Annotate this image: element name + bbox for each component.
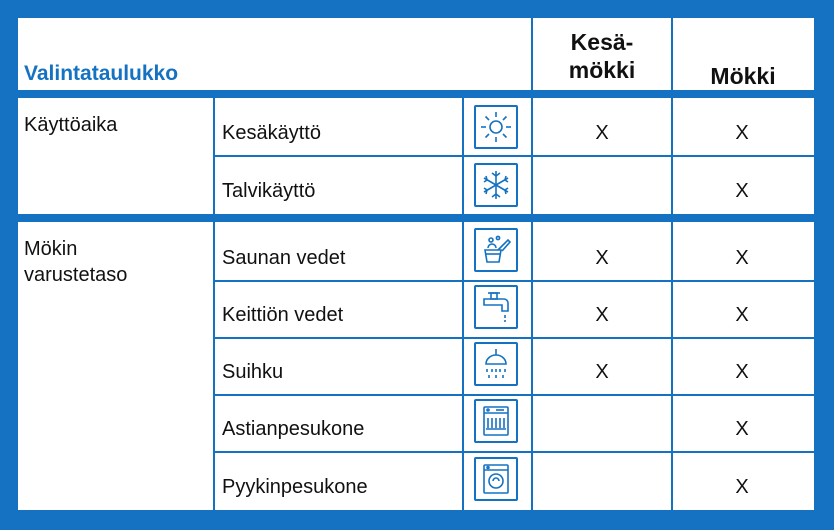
cell-kesamokki: X — [595, 304, 609, 326]
cell-mokki: X — [735, 180, 749, 202]
washing-machine-icon — [474, 457, 518, 501]
column-header-mokki-text: Mökki — [710, 63, 776, 89]
row-divider — [213, 394, 814, 396]
row-divider — [213, 280, 814, 282]
row-label: Kesäkäyttö — [222, 122, 321, 144]
category-label: Käyttöaika — [24, 114, 118, 136]
sauna-bucket-icon — [474, 228, 518, 272]
cell-kesamokki: X — [595, 361, 609, 383]
row-label: Saunan vedet — [222, 247, 346, 269]
section-divider — [18, 214, 814, 222]
column-header-kesamokki-text: Kesä- mökki — [568, 29, 636, 83]
col-divider — [213, 98, 215, 214]
cell-mokki: X — [735, 361, 749, 383]
row-divider — [213, 155, 814, 157]
col-divider — [213, 222, 215, 510]
shower-icon — [474, 342, 518, 386]
table-title: Valintataulukko — [24, 62, 179, 85]
dishwasher-icon — [474, 399, 518, 443]
cell-kesamokki: X — [595, 247, 609, 269]
row-label: Astianpesukone — [222, 418, 365, 440]
faucet-icon — [474, 285, 518, 329]
cell-mokki: X — [735, 476, 749, 498]
cell-mokki: X — [735, 418, 749, 440]
cell-kesamokki: X — [595, 122, 609, 144]
row-label: Suihku — [222, 361, 284, 383]
col-divider — [462, 222, 464, 510]
snowflake-icon — [474, 163, 518, 207]
cell-mokki: X — [735, 122, 749, 144]
col-divider — [462, 98, 464, 214]
header-divider — [18, 90, 814, 98]
row-label: Keittiön vedet — [222, 304, 344, 326]
row-label: Pyykinpesukone — [222, 476, 368, 498]
row-divider — [213, 451, 814, 453]
column-header-mokki — [672, 62, 814, 90]
cell-mokki: X — [735, 304, 749, 326]
category-label: Mökin varustetaso — [24, 238, 128, 286]
column-header-kesamokki — [532, 28, 672, 84]
selection-table — [18, 18, 814, 510]
row-label: Talvikäyttö — [222, 180, 316, 202]
sun-icon — [474, 105, 518, 149]
row-divider — [213, 337, 814, 339]
cell-mokki: X — [735, 247, 749, 269]
